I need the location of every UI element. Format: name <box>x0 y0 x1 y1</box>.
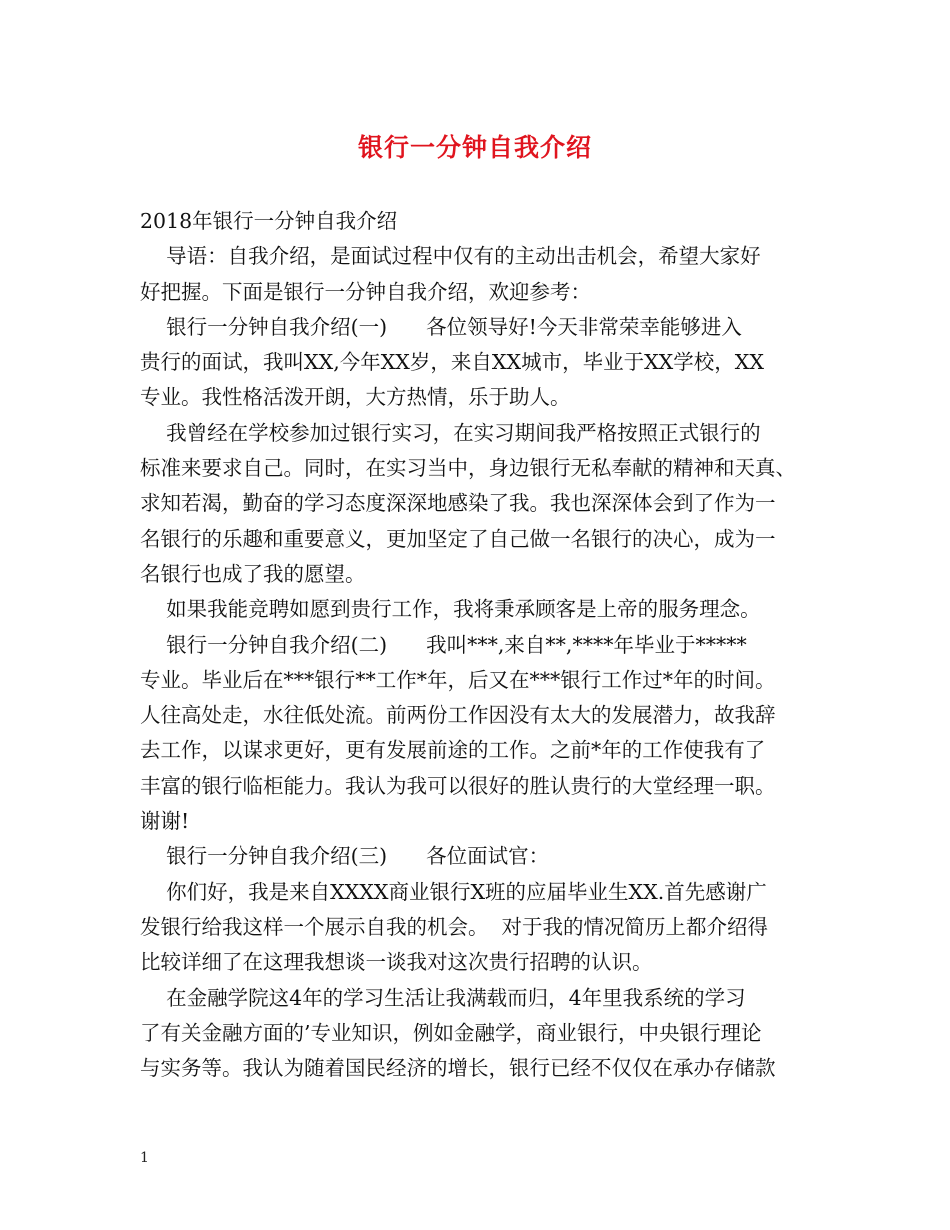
text-line: 在金融学院这4年的学习生活让我满载而归，4年里我系统的学习 <box>140 985 746 1010</box>
text-line: 名银行的乐趣和重要意义，更加坚定了自己做一名银行的决心，成为一 <box>140 526 776 551</box>
text-line: 导语：自我介绍，是面试过程中仅有的主动出击机会，希望大家好 <box>140 244 761 269</box>
page-title: 银行一分钟自我介绍 <box>357 133 592 162</box>
text-line: 丰富的银行临柜能力。我认为我可以很好的胜认贵行的大堂经理一职。 <box>140 773 776 798</box>
text-line: 贵行的面试，我叫XX,今年XX岁，来自XX城市，毕业于XX学校，XX <box>140 350 764 375</box>
text-line: 2018年银行一分钟自我介绍 <box>140 209 398 233</box>
text-line: 谢谢! <box>140 809 190 834</box>
text-line: 银行一分钟自我介绍(一) 各位领导好!今天非常荣幸能够进入 <box>140 314 742 339</box>
text-line: 专业。毕业后在***银行**工作*年，后又在***银行工作过*年的时间。 <box>140 667 776 692</box>
text-line: 专业。我性格活泼开朗，大方热情，乐于助人。 <box>140 385 571 410</box>
text-line: 好把握。下面是银行一分钟自我介绍，欢迎参考： <box>140 279 591 304</box>
text-line: 我曾经在学校参加过银行实习，在实习期间我严格按照正式银行的 <box>140 420 761 445</box>
text-line: 名银行也成了我的愿望。 <box>140 561 366 586</box>
text-line: 人往高处走，水往低处流。前两份工作因没有太大的发展潜力，故我辞 <box>140 703 776 728</box>
page-number: 1 <box>140 1150 149 1166</box>
document-body <box>140 204 820 1086</box>
text-line: 标准来要求自己。同时，在实习当中，身边银行无私奉献的精神和天真、 <box>140 456 796 481</box>
text-line: 如果我能竞聘如愿到贵行工作，我将秉承顾客是上帝的服务理念。 <box>140 597 761 622</box>
text-line: 求知若渴，勤奋的学习态度深深地感染了我。我也深深体会到了作为一 <box>140 491 776 516</box>
text-line: 银行一分钟自我介绍(二) 我叫***,来自**,****年毕业于***** <box>140 632 747 657</box>
text-line: 发银行给我这样一个展示自我的机会。 对于我的情况简历上都介绍得 <box>140 914 769 939</box>
text-line: 比较详细了在这理我想谈一谈我对这次贵行招聘的认识。 <box>140 950 653 975</box>
text-line: 去工作，以谋求更好，更有发展前途的工作。之前*年的工作使我有了 <box>140 738 766 763</box>
text-line: 与实务等。我认为随着国民经济的增长，银行已经不仅仅在承办存储款 <box>140 1056 776 1081</box>
text-line: 了有关金融方面的’专业知识，例如金融学，商业银行，中央银行理论 <box>140 1020 762 1045</box>
text-line: 你们好，我是来自XXXX商业银行X班的应届毕业生XX.首先感谢广 <box>140 879 767 904</box>
text-line: 银行一分钟自我介绍(三) 各位面试官： <box>140 844 550 869</box>
